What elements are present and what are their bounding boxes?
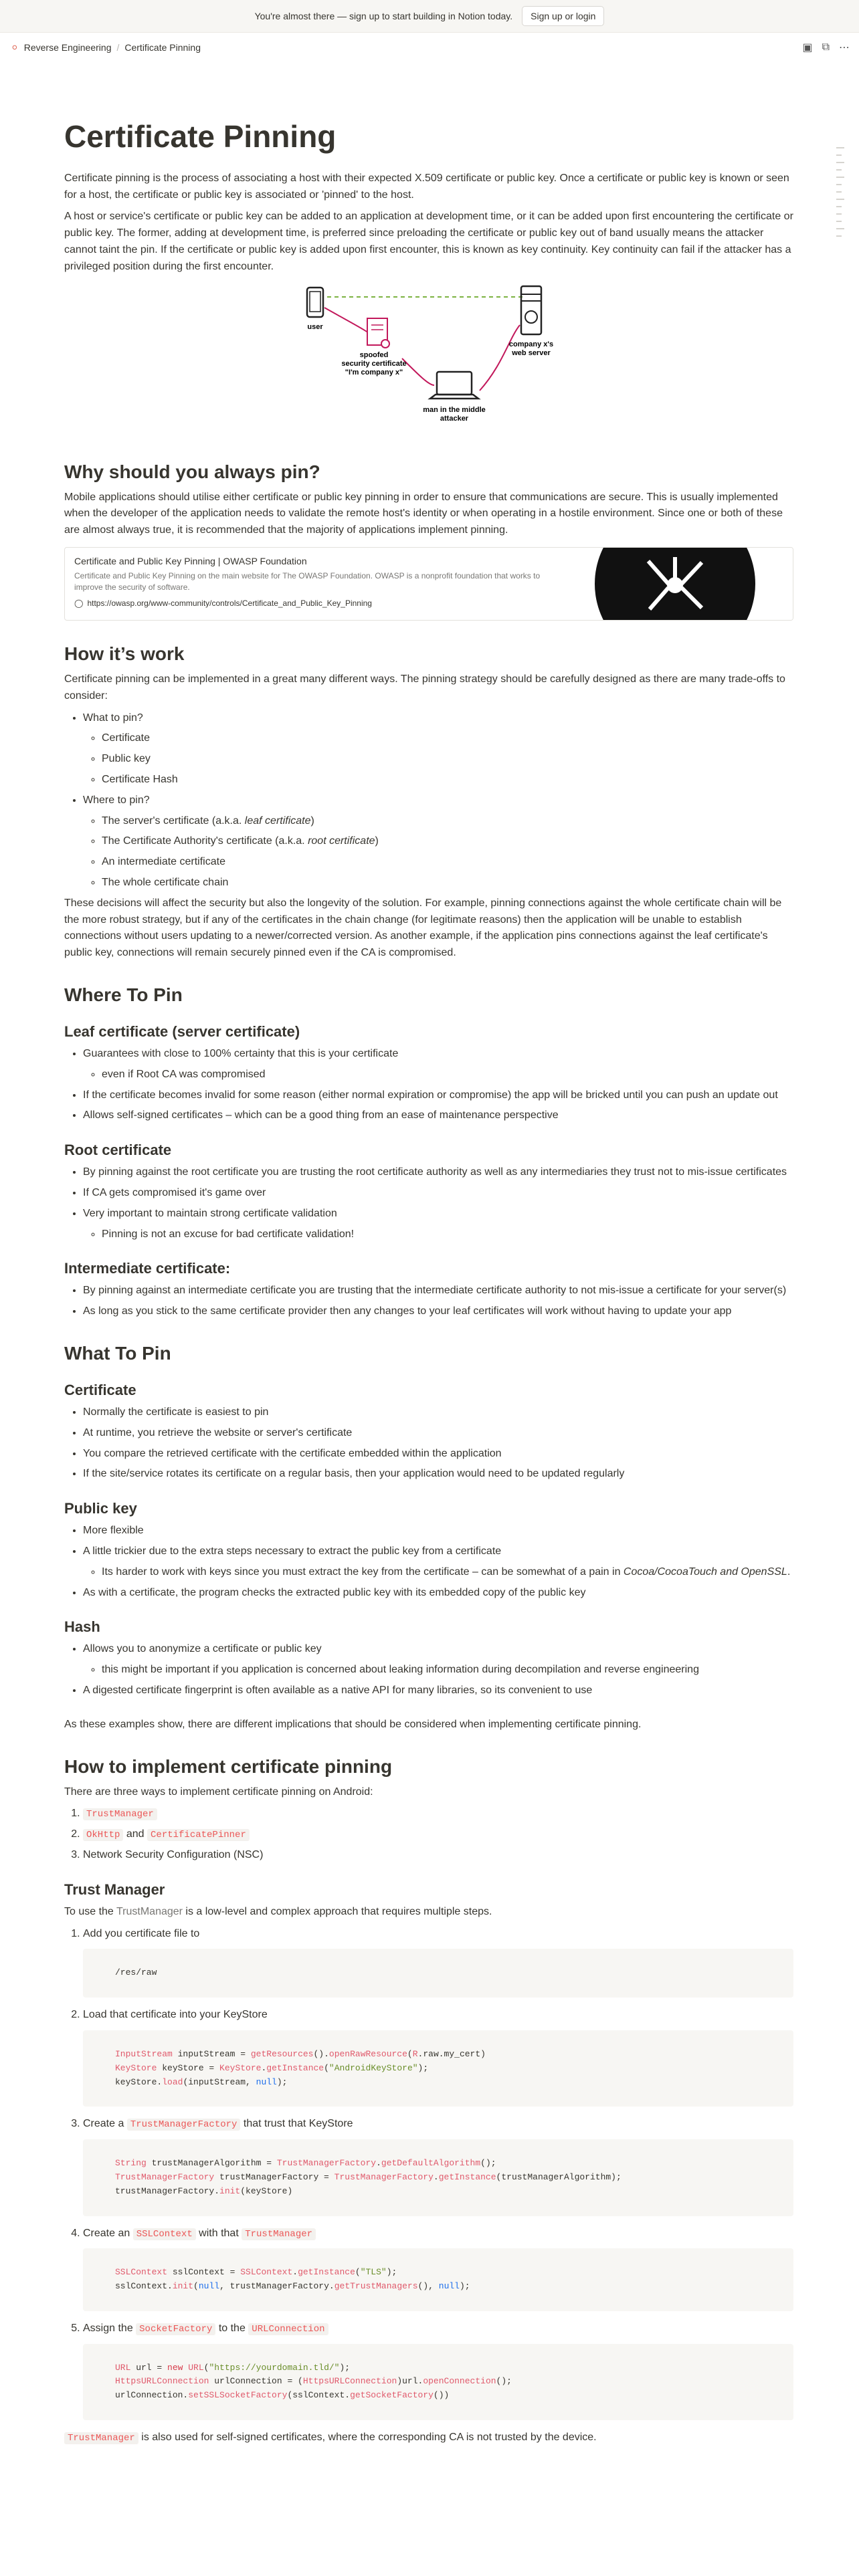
intermediate-list <box>64 1283 793 1320</box>
list-item: • If the site/service rotates its certificate on a regular basis, then your application would need to be updated regularly <box>83 1466 793 1483</box>
list-item: ◦ The server's certificate (a.k.a. leaf certificate) <box>102 813 793 830</box>
top-bar <box>0 33 859 62</box>
server-label-2: web server <box>512 348 551 357</box>
list-item: • Guarantees with close to 100% certainty that this is your certificate ◦ even if Root CA was compromised <box>83 1046 793 1083</box>
list-item: • Allows you to anonymize a certificate or public key ◦ this might be important if you application is concerned about leaking information during decompilation and reverse engineering <box>83 1641 793 1679</box>
list-item: 3. Network Security Configuration (NSC) <box>83 1847 793 1864</box>
intro-paragraph-1: Certificate pinning is the process of associating a host with their expected X.509 certificate or public key. Once a certificate or public key is known or seen for a host, the certificate or public key is associated or 'pinned' to the host. <box>64 172 789 201</box>
notion-page-icon: ⚪ <box>11 41 19 53</box>
public-key-list <box>64 1523 793 1601</box>
bookmark-title: Certificate and Public Key Pinning | OWASP Foundation <box>74 556 307 567</box>
certificate-heading: Certificate <box>64 1381 136 1398</box>
code-block[interactable]: SSLContext sslContext = SSLContext.getInstance("TLS"); sslContext.init(null, trustManagerFactory.getTrustManagers(), null); <box>83 2248 793 2311</box>
list-item: ◦ Certificate <box>102 730 793 747</box>
breadcrumb-separator: / <box>116 42 120 53</box>
list-item: ◦ Pinning is not an excuse for bad certificate validation! <box>102 1226 793 1243</box>
list-item: • A little trickier due to the extra steps necessary to extract the public key from a certificate ◦ Its harder to work with keys since you must extract the key from the certificate – can be somewhat of a pain in Cocoa/CocoaTouch and OpenSSL. <box>83 1543 793 1581</box>
laptop-icon <box>430 372 478 399</box>
comments-icon[interactable]: ▣ <box>802 42 813 53</box>
implement-methods-list <box>64 1806 793 1863</box>
certificate-icon <box>367 318 389 348</box>
web-server-icon <box>521 286 541 334</box>
intermediate-heading: Intermediate certificate: <box>64 1260 231 1277</box>
code-block[interactable]: /res/raw <box>83 1949 793 1998</box>
signup-button[interactable]: Sign up or login <box>522 6 604 26</box>
why-heading: Why should you always pin? <box>64 461 320 482</box>
spoofed-label-2: security certificate <box>341 359 407 368</box>
list-item: ◦ even if Root CA was compromised <box>102 1067 793 1083</box>
implement-heading: How to implement certificate pinning <box>64 1755 393 1777</box>
list-item: • At runtime, you retrieve the website or server's certificate <box>83 1425 793 1442</box>
top-actions <box>802 41 850 54</box>
bookmark-description: Certificate and Public Key Pinning on the main website for The OWASP Foundation. OWASP is a nonprofit foundation that works to improve the security of software. <box>74 571 541 592</box>
list-item: 4. Create an SSLContext with that TrustManager SSLContext sslContext = SSLContext.getInstance("TLS"); sslContext.init(null, trustManagerFactory.getTrustManagers(), null); <box>83 2226 793 2311</box>
code-block[interactable]: URL url = new URL("https://yourdomain.tld/"); HttpsURLConnection urlConnection = (HttpsURLConnection)url.openConnection(); urlConnection.setSSLSocketFactory(sslContext.getSocketFactory()) <box>83 2344 793 2420</box>
user-phone-icon <box>307 288 323 317</box>
spoofed-label-1: spoofed <box>359 350 389 359</box>
hash-list <box>64 1641 793 1699</box>
page-title: Certificate Pinning <box>64 119 337 154</box>
list-item: • A digested certificate fingerprint is often available as a native API for many libraries, so its convenient to use <box>83 1683 793 1699</box>
globe-icon: ◯ <box>74 598 84 608</box>
owasp-logo-image <box>575 548 793 620</box>
list-item: ◦ this might be important if you application is concerned about leaking information during decompilation and reverse engineering <box>102 1662 793 1679</box>
list-item: • You compare the retrieved certificate with the certificate embedded within the application <box>83 1446 793 1463</box>
list-item: • As with a certificate, the program checks the extracted public key with its embedded copy of the public key <box>83 1585 793 1602</box>
list-item: 5. Assign the SocketFactory to the URLConnection URL url = new URL("https://yourdomain.tld/"); HttpsURLConnection urlConnection = (HttpsURLConnection)url.openConnection(); urlConnection.setSSLSocketFactory(sslContext.getSocketFactory()) <box>83 2321 793 2420</box>
hash-heading: Hash <box>64 1618 100 1636</box>
banner-text: You're almost there — sign up to start building in Notion today. <box>254 11 513 21</box>
trust-manager-text: To use the TrustManager is a low-level and complex approach that requires multiple steps. <box>64 1905 492 1917</box>
duplicate-icon[interactable]: ⧉ <box>822 41 830 53</box>
list-item: ◦ Certificate Hash <box>102 772 793 788</box>
public-key-heading: Public key <box>64 1500 137 1517</box>
how-heading: How it’s work <box>64 643 185 665</box>
list-item: 1. TrustManager <box>83 1806 793 1822</box>
list-item: ◦ The whole certificate chain <box>102 875 793 891</box>
list-item: ◦ Public key <box>102 751 793 768</box>
diagram-user-label: user <box>307 322 323 331</box>
list-item: • If CA gets compromised it's game over <box>83 1185 793 1202</box>
list-item: 2. OkHttp and CertificatePinner <box>83 1826 793 1843</box>
page-content <box>64 100 793 2452</box>
list-item: ◦ Its harder to work with keys since you must extract the key from the certificate – can be somewhat of a pain in Cocoa/CocoaTouch and OpenSSL. <box>102 1564 793 1581</box>
leaf-heading: Leaf certificate (server certificate) <box>64 1023 300 1041</box>
breadcrumb <box>11 42 201 53</box>
list-item: • By pinning against an intermediate certificate you are trusting that the intermediate certificate authority to not mis-issue a certificate for your server(s) <box>83 1283 793 1299</box>
list-item: 2. Load that certificate into your KeyStore InputStream inputStream = getResources().openRawResource(R.raw.my_cert) KeyStore keyStore = KeyStore.getInstance("AndroidKeyStore"); keyStore.load(inputStream, null); <box>83 2007 793 2107</box>
list-item: • More flexible <box>83 1523 793 1539</box>
breadcrumb-current[interactable]: Certificate Pinning <box>124 42 201 53</box>
list-item: • What to pin? ◦ Certificate ◦ Public key ◦ Certificate Hash <box>83 710 793 788</box>
signup-banner <box>0 0 859 33</box>
mitm-label-1: man in the middle <box>423 405 486 414</box>
list-item: • Allows self-signed certificates – which can be a good thing from an ease of maintenance perspective <box>83 1107 793 1124</box>
code-block[interactable]: String trustManagerAlgorithm = TrustManagerFactory.getDefaultAlgorithm(); TrustManagerFactory trustManagerFactory = TrustManagerFactory.getInstance(trustManagerAlgorithm); trustManagerFactory.init(keyStore) <box>83 2139 793 2216</box>
trust-manager-final: TrustManager is also used for self-signed certificates, where the corresponding CA is not trusted by the device. <box>64 2430 793 2446</box>
server-label-1: company x's <box>508 340 554 348</box>
intro-paragraph-2: A host or service's certificate or public key can be added to an application at development time, or it can be added upon first encountering the certificate or public key. The former, adding at development time, is preferred since preloading the certificate or public key out of band usually means the attacker cannot taint the pin. If the certificate or public key is added upon first encounter, this is known as key continuity. Key continuity can fail if the attacker has a privileged position during the first encounter. <box>64 211 793 272</box>
what-to-pin-summary: As these examples show, there are different implications that should be considered when implementing certificate pinning. <box>64 1718 642 1730</box>
root-heading: Root certificate <box>64 1142 172 1159</box>
breadcrumb-root[interactable]: Reverse Engineering <box>23 42 112 53</box>
list-item: ◦ The Certificate Authority's certificate (a.k.a. root certificate) <box>102 833 793 850</box>
table-of-contents-rail[interactable] <box>836 147 844 237</box>
certificate-list <box>64 1404 793 1483</box>
list-item: • Where to pin? ◦ The server's certificate (a.k.a. leaf certificate) ◦ The Certificate Authority's certificate (a.k.a. root certificate) ◦ An intermediate certificate ◦ The whole certificate chain <box>83 792 793 891</box>
why-text: Mobile applications should utilise either certificate or public key pinning in order to ensure that communications are secure. This is usually implemented when the developer of the application needs to validate the remote host's identity or when operating in a hostile environment. Since one or both of these are almost always true, it is recommended that the majority of applications implement pinning. <box>64 491 783 536</box>
list-item: • As long as you stick to the same certificate provider then any changes to your leaf certificates will work without having to update your app <box>83 1303 793 1320</box>
leaf-list <box>64 1046 793 1124</box>
what-to-pin-heading: What To Pin <box>64 1342 171 1364</box>
bookmark-url: https://owasp.org/www-community/controls/Certificate_and_Public_Key_Pinning <box>87 598 372 608</box>
more-options-icon[interactable]: ⋯ <box>839 42 850 53</box>
list-item: 3. Create a TrustManagerFactory that trust that KeyStore String trustManagerAlgorithm = TrustManagerFactory.getDefaultAlgorithm(); TrustManagerFactory trustManagerFactory = TrustManagerFactory.getInstance(trustManagerAlgorithm); trustManagerFactory.init(keyStore) <box>83 2116 793 2216</box>
mitm-label-2: attacker <box>440 414 469 423</box>
where-to-pin-heading: Where To Pin <box>64 984 183 1006</box>
how-text: Certificate pinning can be implemented in a great many different ways. The pinning strategy should be carefully designed as there are many trade-offs to consider: <box>64 673 785 702</box>
how-list <box>64 710 793 891</box>
mitm-diagram <box>295 285 563 439</box>
root-list <box>64 1164 793 1243</box>
list-item: • If the certificate becomes invalid for some reason (either normal expiration or compromise) the app will be bricked until you can push an update out <box>83 1087 793 1104</box>
trust-manager-steps <box>64 1926 793 2421</box>
trust-manager-heading: Trust Manager <box>64 1881 165 1898</box>
list-item: • Normally the certificate is easiest to pin <box>83 1404 793 1421</box>
implement-text: There are three ways to implement certificate pinning on Android: <box>64 1786 373 1798</box>
list-item: ◦ An intermediate certificate <box>102 854 793 871</box>
spoofed-label-3: "I'm company x" <box>345 368 403 377</box>
list-item: 1. Add you certificate file to /res/raw <box>83 1926 793 1998</box>
list-item: • By pinning against the root certificate you are trusting the root certificate authority as well as any intermediaries they trust not to mis-issue certificates <box>83 1164 793 1181</box>
owasp-bookmark[interactable] <box>64 547 793 621</box>
code-block[interactable]: InputStream inputStream = getResources().openRawResource(R.raw.my_cert) KeyStore keyStore = KeyStore.getInstance("AndroidKeyStore"); keyStore.load(inputStream, null); <box>83 2030 793 2107</box>
list-item: • Very important to maintain strong certificate validation ◦ Pinning is not an excuse for bad certificate validation! <box>83 1206 793 1243</box>
how-outro: These decisions will affect the security but also the longevity of the solution. For example, pinning connections against the whole certificate chain will be the more robust strategy, but if any of the certificates in the chain change (for legitimate reasons) then the application will be unable to establish connections without users updating to a newer/corrected version. As another example, if the application pins connections against the leaf certificate's public key, connections will remain securely pinned even if the CA is compromised. <box>64 897 782 959</box>
